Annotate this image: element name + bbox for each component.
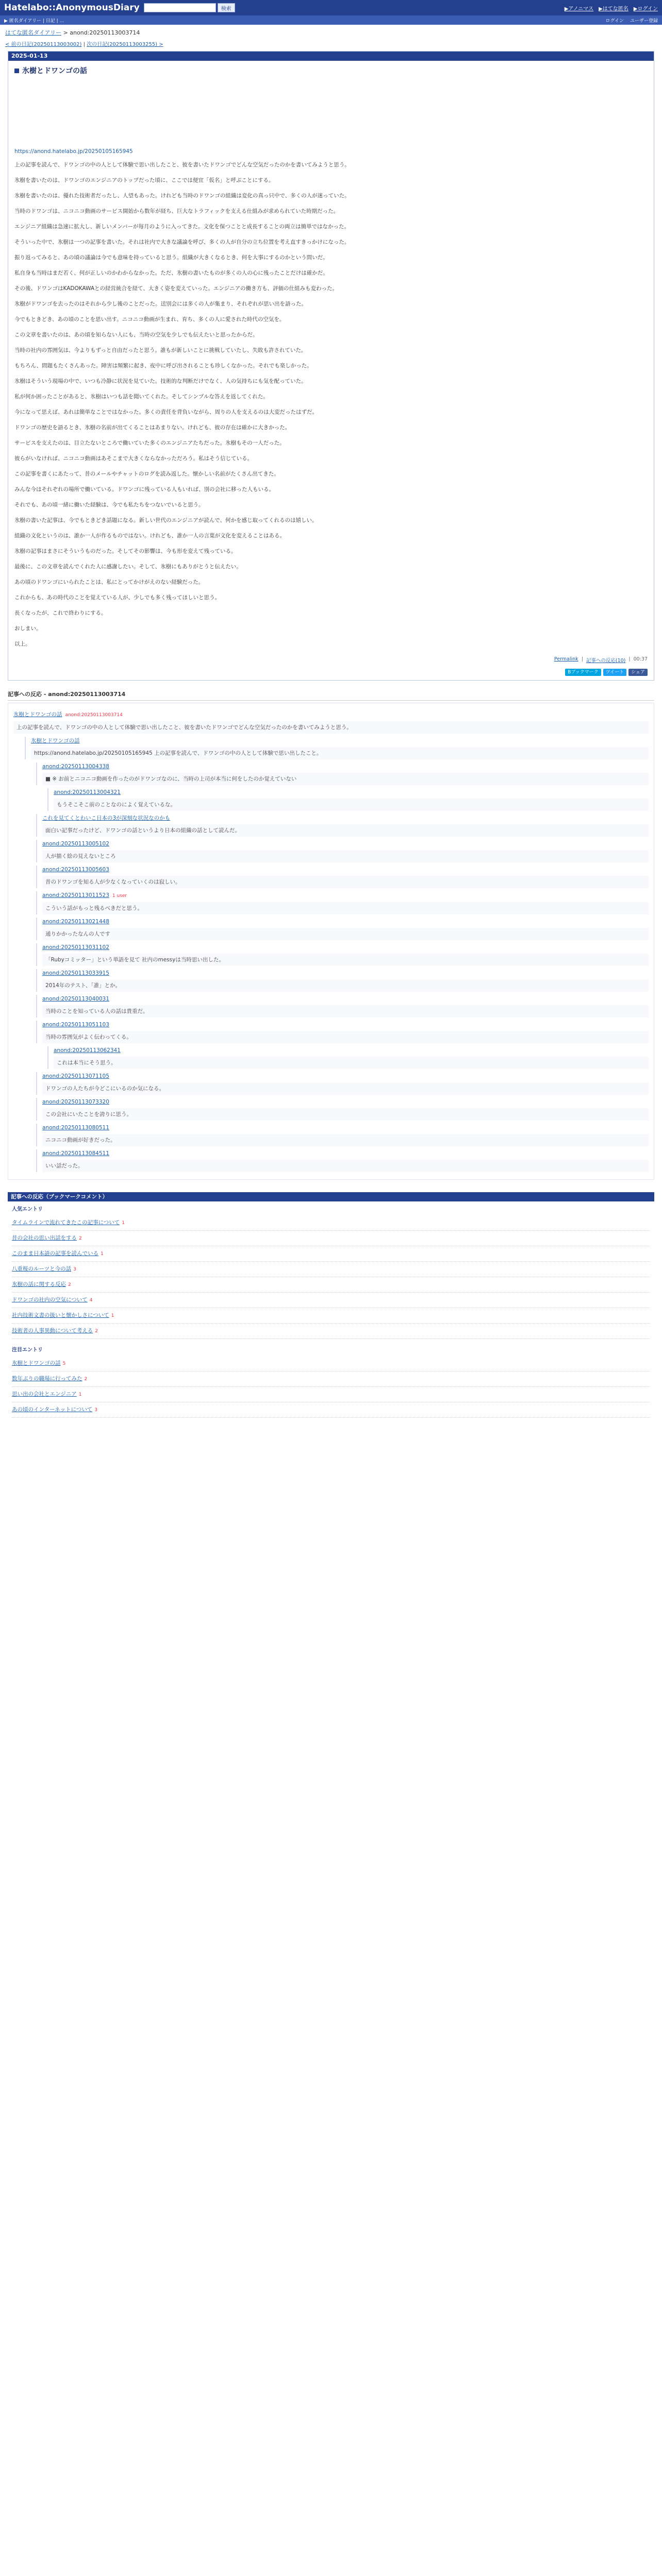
- trackback-link[interactable]: anond:20250113021448: [42, 919, 109, 925]
- trackback-excerpt: 当時のことを知っている人の話は貴重だ。: [42, 1005, 649, 1018]
- trackback-link[interactable]: 氷樹とドワンゴの話: [31, 738, 80, 744]
- trackback-excerpt: これは本当にそう思う。: [54, 1057, 649, 1069]
- trackback-header: [42, 866, 649, 874]
- trackback-excerpt: こういう話がもっと残るべきだと思う。: [42, 902, 649, 914]
- share-buttons: [14, 669, 648, 676]
- trackback-header: [42, 1072, 649, 1080]
- entry-paragraph: 氷樹の記事はまさにそういうものだった。そしてその影響は、今も形を変えて残っている。: [14, 548, 237, 554]
- entry-paragraph: 当時のドワンゴは、ニコニコ動画のサービス開始から数年が経ち、巨大なトラフィックを支える仕組みが求められていた時期だった。: [14, 208, 339, 214]
- login-link[interactable]: ログイン: [605, 18, 624, 24]
- nav-link-hatena[interactable]: ▶はてな匿名: [599, 6, 628, 12]
- trackback-item: [25, 737, 649, 759]
- entry-paragraph: 当時の社内の雰囲気は、今よりもずっと自由だったと思う。誰もが新しいことに挑戦していたし、失敗も許されていた。: [14, 347, 307, 353]
- entry-paragraph: 今でもときどき、あの頃のことを思い出す。ニコニコ動画が生まれ、育ち、多くの人に愛された時代の空気を。: [14, 316, 285, 323]
- trackback-link[interactable]: anond:20250113073320: [42, 1099, 109, 1105]
- entry-paragraph: それでも、あの頃一緒に働いた経験は、今でも私たちをつないでいると思う。: [14, 502, 204, 508]
- trackback-link[interactable]: anond:20250113062341: [54, 1047, 121, 1054]
- related-count: 3: [94, 1408, 98, 1413]
- related-item: [12, 1262, 650, 1277]
- trackback-header: [42, 840, 649, 848]
- trackback-excerpt: 2014年のテスト、「誰」とか。: [42, 979, 649, 992]
- trackback-excerpt: ■ ※ お前とニコニコ動画を作ったのがドワンゴなのに、当時の上司が本当に何をしたのか覚えていない: [42, 773, 649, 785]
- entry-paragraph: そういった中で、氷樹は一つの記事を書いた。それは社内で大きな議論を呼び、多くの人が自分の立ち位置を考え直すきっかけになった。: [14, 239, 350, 245]
- related-item: [12, 1402, 650, 1418]
- related-count: 1: [78, 1392, 82, 1397]
- trackback-link[interactable]: 氷樹とドワンゴの話: [13, 711, 62, 718]
- entry-paragraph: 以上。: [14, 641, 31, 647]
- register-link[interactable]: ユーザー登録: [630, 18, 658, 24]
- trackback-item: [36, 969, 649, 992]
- trackbacks-heading: 記事への反応 - anond:20250113003714: [8, 688, 654, 701]
- related-link[interactable]: 氷樹の話に関する反応: [12, 1281, 66, 1287]
- trackback-item: [36, 891, 649, 914]
- related-item: [12, 1231, 650, 1246]
- trackback-link[interactable]: anond:20250113080511: [42, 1125, 109, 1131]
- related-count: 1: [101, 1251, 104, 1257]
- related-link[interactable]: 社内技術文書の扱いと懐かしさについて: [12, 1312, 109, 1318]
- entry-paragraph: 氷樹の書いた記事は、今でもときどき話題になる。新しい世代のエンジニアが読んで、何かを感じ取ってくれるのは嬉しい。: [14, 517, 318, 523]
- trackback-excerpt: https://anond.hatelabo.jp/20250105165945 上の記事を読んで、ドワンゴの中の人として体験で思い出したこと。: [31, 747, 649, 759]
- related-link[interactable]: 技術者の人事異動について考える: [12, 1328, 93, 1334]
- trackback-header: [13, 710, 649, 719]
- entry-date: 2025-01-13: [8, 52, 654, 61]
- trackback-excerpt: 昔のドワンゴを知る人が少なくなっていくのは寂しい。: [42, 876, 649, 888]
- related-item: [12, 1387, 650, 1402]
- entry-paragraph: もちろん、問題もたくさんあった。障害は頻繁に起き、夜中に呼び出されることも珍しくなかった。それでも楽しかった。: [14, 363, 312, 369]
- related-heading: 記事への反応（ブックマークコメント）: [8, 1192, 654, 1201]
- top-bar: [0, 0, 662, 15]
- trackback-item: [36, 1021, 649, 1043]
- related-item: [12, 1356, 650, 1371]
- trackback-header: [54, 788, 649, 796]
- featured-heading: 注目エントリ: [12, 1347, 43, 1353]
- entry-paragraph: 彼らがいなければ、ニコニコ動画はあそこまで大きくならなかっただろう。私はそう信じている。: [14, 455, 253, 462]
- entry-paragraph: 氷樹を書いたのは、優れた技術者だったし、人望もあった。けれども当時のドワンゴの組織は変化の真っ只中で、多くの人が迷っていた。: [14, 193, 350, 199]
- entry-paragraph: 振り返ってみると、あの頃の議論は今でも意味を持っていると思う。組織が大きくなるとき、何を大事にするのかという問いだ。: [14, 255, 328, 261]
- related-item: [12, 1215, 650, 1231]
- site-logo[interactable]: Hatelabo::AnonymousDiary: [4, 3, 140, 13]
- trackback-excerpt: いい話だった。: [42, 1160, 649, 1172]
- entry-paragraph: サービスを支えたのは、目立たないところで働いていた多くのエンジニアたちだった。氷樹もその一人だった。: [14, 440, 285, 446]
- trackback-link[interactable]: anond:20250113071105: [42, 1073, 109, 1079]
- trackback-header: [42, 814, 649, 822]
- trackback-excerpt: 人が描く絵の見えないところ: [42, 850, 649, 862]
- trackback-excerpt: 面白い記事だったけど、ドワンゴの話というより日本の組織の話として読んだ。: [42, 824, 649, 837]
- bookmark-button[interactable]: Bブックマーク: [565, 669, 601, 676]
- trackback-item: [36, 840, 649, 862]
- trackback-item: [36, 762, 649, 785]
- trackback-link[interactable]: anond:20250113033915: [42, 970, 109, 976]
- trackback-item: [36, 918, 649, 940]
- search-input[interactable]: [144, 3, 216, 12]
- trackback-item: [36, 1072, 649, 1095]
- entry-paragraph: あの頃のドワンゴにいられたことは、私にとってかけがえのない経験だった。: [14, 579, 204, 585]
- trackback-header: [42, 891, 649, 900]
- trackback-link[interactable]: anond:20250113051103: [42, 1022, 109, 1028]
- breadcrumb: はてな匿名ダイアリー > anond:20250113003714: [5, 29, 140, 36]
- trackback-excerpt: 当時の雰囲気がよく伝わってくる。: [42, 1031, 649, 1043]
- related-item: [12, 1293, 650, 1308]
- facebook-share-button[interactable]: シェア: [628, 669, 648, 676]
- search-button[interactable]: 検索: [218, 3, 235, 12]
- trackback-excerpt: 上の記事を読んで、ドワンゴの中の人として体験で思い出したこと、彼を書いたドワンゴでどんな空気だったのかを書いてみようと思う。: [13, 721, 649, 734]
- entry-paragraph: これからも、あの時代のことを覚えている人が、少しでも多く残ってほしいと思う。: [14, 595, 220, 601]
- related-item: [12, 1308, 650, 1324]
- trackback-header: [31, 737, 649, 745]
- trackback-item: [36, 814, 649, 837]
- related-count: 3: [73, 1267, 76, 1272]
- related-count: 2: [84, 1377, 88, 1382]
- related-count: 1: [111, 1313, 114, 1318]
- related-count: 4: [89, 1298, 93, 1303]
- related-item: [12, 1324, 650, 1339]
- trackback-list: [8, 703, 654, 1180]
- related-link[interactable]: 氷樹とドワンゴの話: [12, 1360, 61, 1366]
- sub-bar: [0, 15, 662, 25]
- trackback-link[interactable]: anond:20250113031102: [42, 944, 109, 951]
- trackback-header: [42, 1124, 649, 1132]
- entry-footer: Permalink | 記事への反応(10) | 00:37: [554, 656, 648, 664]
- related-link[interactable]: あの頃のインターネットについて: [12, 1406, 93, 1413]
- top-nav: [565, 4, 658, 12]
- related-link[interactable]: 数年ぶりの職場に行ってみた: [12, 1376, 82, 1382]
- related-count: 2: [79, 1236, 82, 1241]
- title-square-icon: [14, 69, 19, 73]
- trackback-header: [42, 943, 649, 952]
- entry-paragraph: エンジニア組織は急速に拡大し、新しいメンバーが毎月のように入ってきた。文化を保つことと成長することの両立は簡単ではなかった。: [14, 224, 350, 230]
- trackback-link[interactable]: 記事への反応(10): [586, 658, 626, 664]
- nav-link-login[interactable]: ▶ログイン: [633, 6, 658, 12]
- entry-paragraph: 氷樹はそういう現場の中で、いつも冷静に状況を見ていた。技術的な判断だけでなく、人の気持ちにも気を配っていた。: [14, 378, 307, 384]
- entry: [8, 61, 654, 667]
- trackback-header: [54, 1046, 649, 1055]
- entry-container: [8, 51, 654, 681]
- entry-paragraph: 今になって思えば、あれは簡単なことではなかった。多くの責任を背負いながら、周りの人を支えるのは大変だったはずだ。: [14, 409, 318, 415]
- trackback-item: [13, 710, 649, 734]
- trackback-excerpt: 「Rubyコミッター」という単語を見て 社内のmessyは当時思い出した。: [42, 954, 649, 966]
- breadcrumb-home[interactable]: はてな匿名ダイアリー: [5, 29, 62, 36]
- breadcrumb-current: anond:20250113003714: [70, 29, 140, 36]
- trackback-item: [36, 995, 649, 1018]
- sub-bar-text: ▶ 匿名ダイアリー | 日記 | …: [4, 18, 64, 24]
- entry-paragraph: 私が何か困ったことがあると、氷樹はいつも話を聞いてくれた。そしてシンプルな答えを返してくれた。: [14, 394, 269, 400]
- trackback-link[interactable]: anond:20250113004321: [54, 789, 121, 795]
- entry-paragraph: この文章を書いたのは、あの頃を知らない人にも、当時の空気を少しでも伝えたいと思ったからだ。: [14, 332, 258, 338]
- trackback-link[interactable]: anond:20250113004338: [42, 764, 109, 770]
- trackback-excerpt: ドワンゴの人たちが今どこにいるのか気になる。: [42, 1082, 649, 1095]
- trackback-header: [42, 1021, 649, 1029]
- entry-paragraph: 上の記事を読んで、ドワンゴの中の人として体験で思い出したこと、彼を書いたドワンゴでどんな空気だったのかを書いてみようと思う。: [14, 162, 350, 168]
- entry-title: [14, 65, 648, 76]
- related-link[interactable]: 昔の会社の思い出話をする: [12, 1235, 77, 1241]
- trackback-header: [42, 1149, 649, 1158]
- related-link[interactable]: 思い出の会社とエンジニア: [12, 1391, 77, 1397]
- featured-list: [8, 1353, 654, 1421]
- related-section: [8, 1192, 654, 1421]
- trackback-header: [42, 1098, 649, 1106]
- trackback-header: [42, 995, 649, 1003]
- trackback-meta: anond:20250113003714: [65, 713, 123, 718]
- popular-list: [8, 1212, 654, 1342]
- trackback-header: [42, 969, 649, 977]
- entry-paragraph: 氷樹がドワンゴを去ったのはそれから少し後のことだった。送別会には多くの人が集まり、それぞれが思い出を語った。: [14, 301, 307, 307]
- trackbacks-section: [8, 688, 654, 1180]
- related-count: 5: [62, 1361, 66, 1366]
- entry-title-text[interactable]: 氷樹とドワンゴの話: [22, 67, 87, 75]
- trackback-item: [47, 788, 649, 811]
- trackback-item: [47, 1046, 649, 1069]
- permalink-link[interactable]: Permalink: [554, 656, 578, 662]
- trackback-excerpt: 通りかかったなんの人です: [42, 928, 649, 940]
- entry-paragraph: 氷樹を書いたのは、ドワンゴのエンジニアのトップだった頃に、ここでは便宜「仮名」と呼ぶことにする。: [14, 177, 274, 183]
- related-link[interactable]: このまま日本語の記事を読んでいる: [12, 1250, 98, 1257]
- related-count: 2: [95, 1329, 98, 1334]
- related-count: 1: [122, 1221, 125, 1226]
- pager: < 前の日記(20250113003002) | 次の日記(20250113003255) >: [5, 42, 163, 47]
- trackback-header: [42, 918, 649, 926]
- trackback-item: [36, 943, 649, 966]
- next-entry-link[interactable]: 次の日記(20250113003255) >: [87, 42, 163, 47]
- nav-link-anonymous[interactable]: ▶アノニマス: [564, 6, 594, 12]
- trackback-item: [36, 1098, 649, 1121]
- entry-paragraph: 私自身も当時はまだ若く、何が正しいのかわからなかった。ただ、氷樹の書いたものが多くの人の心に残ったことだけは確かだ。: [14, 270, 328, 276]
- tweet-button[interactable]: ツイート: [603, 669, 627, 676]
- entry-time: 00:37: [633, 656, 648, 662]
- trackback-link[interactable]: anond:20250113040031: [42, 996, 109, 1002]
- trackback-link[interactable]: これを見てくとわいこ日本の3が深刻な状況なのかも: [42, 815, 171, 821]
- trackback-link[interactable]: anond:20250113011523: [42, 892, 109, 899]
- related-item: [12, 1371, 650, 1387]
- entry-paragraph: 組織の文化というのは、誰か一人が作るものではない。けれども、誰か一人の言葉が文化を変えることはある。: [14, 533, 285, 539]
- related-link[interactable]: 八重桜のルーツと今の話: [12, 1266, 72, 1272]
- trackback-header: [42, 762, 649, 771]
- trackback-link[interactable]: anond:20250113005603: [42, 867, 109, 873]
- trackback-excerpt: この会社にいたことを誇りに思う。: [42, 1108, 649, 1121]
- related-link[interactable]: タイムラインで流れてきたこの記事について: [12, 1219, 120, 1226]
- trackback-link[interactable]: anond:20250113005102: [42, 841, 109, 847]
- trackback-item: [36, 1124, 649, 1146]
- entry-paragraph: おしまい。: [14, 625, 42, 632]
- related-count: 2: [68, 1282, 71, 1287]
- entry-body: [14, 160, 648, 649]
- entry-paragraph: その後、ドワンゴはKADOKAWAとの経営統合を経て、大きく姿を変えていった。エンジニアの働き方も、評価の仕組みも変わった。: [14, 285, 338, 292]
- prev-entry-link[interactable]: < 前の日記(20250113003002): [5, 42, 82, 47]
- related-link[interactable]: ドワンゴの社内の空気について: [12, 1297, 88, 1303]
- entry-paragraph: 長くなったが、これで終わりにする。: [14, 610, 107, 616]
- trackback-meta: 1 user: [112, 893, 127, 899]
- entry-paragraph: ドワンゴの歴史を語るとき、氷樹の名前が出てくることはあまりない。けれども、彼の存在は確かに大きかった。: [14, 425, 291, 431]
- entry-paragraph: 最後に、この文章を読んでくれた人に感謝したい。そして、氷樹にもありがとうと伝えたい。: [14, 564, 242, 570]
- trackback-excerpt: もうそこそこ前のことなのによく覚えているな。: [54, 799, 649, 811]
- trackback-link[interactable]: anond:20250113084511: [42, 1150, 109, 1157]
- trackback-excerpt: ニコニコ動画が好きだった。: [42, 1134, 649, 1146]
- entry-paragraph: この記事を書くにあたって、昔のメールやチャットのログを読み返した。懐かしい名前がたくさん出てきた。: [14, 471, 279, 477]
- trackback-item: [36, 866, 649, 888]
- popular-heading: 人気エントリ: [12, 1207, 43, 1212]
- entry-url-link[interactable]: https://anond.hatelabo.jp/20250105165945: [14, 148, 133, 155]
- related-item: [12, 1246, 650, 1262]
- entry-paragraph: みんな今はそれぞれの場所で働いている。ドワンゴに残っている人もいれば、別の会社に移った人もいる。: [14, 486, 274, 493]
- trackback-item: [36, 1149, 649, 1172]
- related-item: [12, 1277, 650, 1293]
